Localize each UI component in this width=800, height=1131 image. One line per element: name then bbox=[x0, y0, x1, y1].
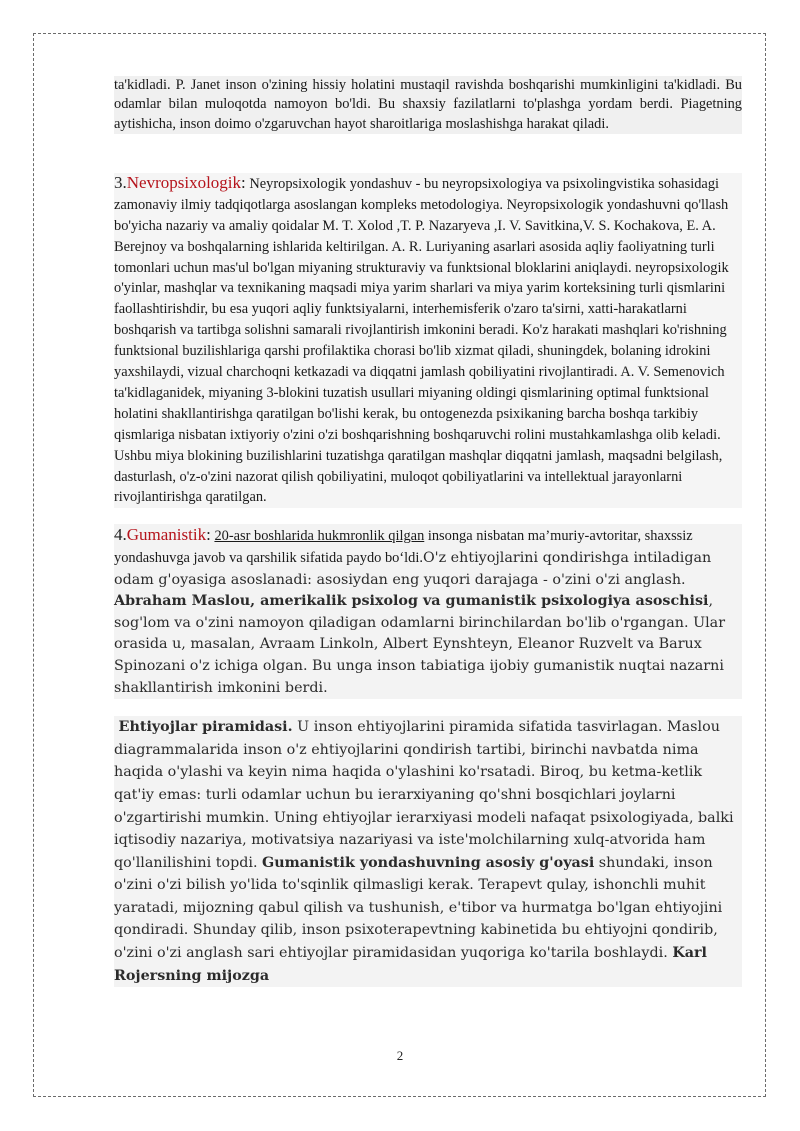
bold-phrase: Gumanistik yondashuvning asosiy g'oyasi bbox=[262, 854, 595, 871]
paragraph-needs-pyramid bbox=[114, 716, 742, 987]
paragraph-text: shundaki, inson o'zini o'zi bilish yo'lida to'sqinlik qilmasligi kerak. Terapevt qulay, ishonchli muhit yaratadi, mijozning qabul qilish va tushunish, e'tibor va hurmatga bo'lgan ehtiyojini qondiradi. Shunday qilib, inson psixoterapevtning kabinetida bu ehtiyojni qondirib, o'zini o'zi anglash sari ehtiyojlar piramidasidan yuqoriga ko'tarila boshlaydi. bbox=[114, 854, 723, 962]
section-body: Neyropsixologik yondashuv - bu neyropsixologiya va psixolingvistika sohasidagi zamonaviy ilmiy tadqiqotlarga asoslangan kompleks metodologiya. Neyropsixologik yondashuvni qo'llash bo'yicha nazariy va amaliy qoidalar M. T. Xolod ,T. P. Nazaryeva ,I. V. Savitkina,V. S. Kochakova, E. A. Berejnoy va boshqalarning ishlarida keltirilgan. A. R. Luriyaning asarlari asosida aqliy faoliyatning turli tomonlari uchun mas'ul bo'lgan miyaning strukturaviy va funktsional bloklarini aniqlaydi. neyropsixologik o'yinlar, mashqlar va texnikaning maqsadi miya yarim sharlari va miya yarim korteksining turli qismlarini faollashtirishdir, bu esa yuqori aqliy funktsiyalarni, interhemisferik o'zaro ta'sirni, xatti-harakatlarni boshqarish va tartibga solishni samarali rivojlantirish imkonini beradi. Ko'z harakati mashqlari ko'rishning funktsional buzilishlariga qarshi profilaktika chorasi bo'lib xizmat qiladi, shuningdek, bolaning idrokini yaxshilaydi, vizual charchoqni ketkazadi va diqqatni jamlash qobiliyatini rivojlantiradi. A. V. Semenovich ta'kidlaganidek, miyaning 3-blokini tuzatish usullari miyaning oldingi qismlarining optimal funktsional holatini shakllantirishga qaratilgan bo'lishi kerak, bu ontogenezda psixikaning barcha boshqa tarkibiy qismlariga nisbatan ixtiyoriy o'zini o'zi boshqarishning boshqaruvchi rolini mustahkamlashga olib keladi. Ushbu miya blokining buzilishlarini tuzatishga qaratilgan mashqlar diqqatni jamlash, maqsadni belgilash, dasturlash, o'z-o'zini nazorat qilish qobiliyatini, muloqot qobiliyatlarini va intellektual jarayonlarni rivojlantirishga qaratilgan. bbox=[114, 175, 729, 506]
page-number: 2 bbox=[396, 1048, 404, 1063]
paragraph-intro: ta'kidladi. P. Janet inson o'zining hissiy holatini mustaqil ravishda boshqarishi mumkinligini ta'kidladi. Bu odamlar bilan muloqotda namoyon bo'ldi. Bu shaxsiy fazilatlarni to'plashga yordam berdi. Piagetning aytishicha, inson doimo o'zgaruvchan hayot sharoitlariga moslashishga harakat qiladi. bbox=[114, 76, 742, 134]
document-body bbox=[114, 76, 742, 987]
section-number: 4. bbox=[114, 525, 127, 545]
bold-lead: Ehtiyojlar piramidasi. bbox=[118, 719, 293, 736]
bold-phrase: Karl Rojersning mijozga bbox=[114, 945, 707, 984]
section-title: Gumanistik bbox=[126, 525, 207, 545]
paragraph-text: U inson ehtiyojlarini piramida sifatida tasvirlagan. Maslou diagrammalarida inson o'z ehtiyojlarini qondirish tartibi, birinchi navbatda nima haqida o'ylashi va keyin nima haqida o'ylashini ko'rsatadi. Biroq, bu ketma-ketlik qat'iy emas: turli odamlar uchun bu ierarxiyaning qo'shni bosqichlari joylarni o'zgartirishi mumkin. Uning ehtiyojlar ierarxiyasi modeli nafaqat psixologiyada, balki iqtisodiy nazariya, motivatsiya nazariyasi va iste'molchilarning xulq-atvorida ham qo'llanilishini topdi. bbox=[114, 719, 734, 871]
section-title: Nevropsixologik bbox=[126, 172, 242, 192]
bold-phrase: Abraham Maslou, amerikalik psixolog va gumanistik psixologiya asoschisi bbox=[114, 593, 709, 610]
section-number: 3. bbox=[114, 172, 127, 192]
section-neuropsychological bbox=[114, 173, 742, 509]
section-text-rest: , sog'lom va o'zini namoyon qiladigan odamlarni birinchilardan bo'lib o'rgangan. Ular orasida u, masalan, Avraam Linkoln, Albert Eynshteyn, Eleanor Ruzvelt va Barux Spinozani o'z ichiga olgan. Bu unga inson tabiatiga ijobiy gumanistik nuqtai nazarni shakllantirish imkonini berdi. bbox=[114, 593, 726, 696]
underlined-phrase: 20-asr boshlarida hukmronlik qilgan bbox=[214, 528, 425, 545]
section-text: insonga nisbatan ma’muriy-avtoritar, shaxssiz yondashuvga javob va qarshilik sifatida paydo bo‘ldi. bbox=[114, 528, 693, 566]
section-humanistic bbox=[114, 524, 742, 699]
section-colon: : bbox=[206, 525, 211, 545]
section-text-sans: O'z ehtiyojlarini qondirishga intiladigan odam g'oyasiga asoslanadi: asosiydan eng yuqori darajaga - o'zini o'zi anglash. bbox=[114, 549, 712, 588]
section-colon: : bbox=[241, 172, 246, 192]
